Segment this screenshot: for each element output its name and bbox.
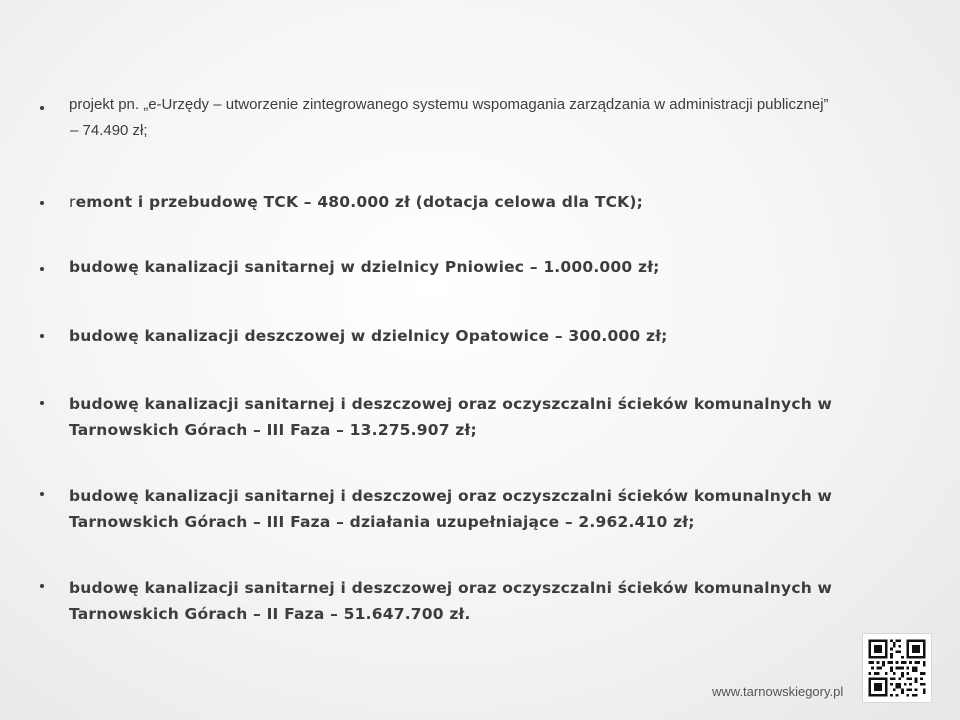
bullet-text-line1: projekt pn. „e-Urzędy – utworzenie zintegrowanego systemu wspomagania zarządzania w administracji publicznej” — [69, 96, 829, 113]
bullet-text-line2: Tarnowskich Górach – II Faza – 51.647.700 zł. — [69, 605, 471, 623]
bullet-text — [69, 323, 889, 349]
bullet-text-line2 — [70, 118, 899, 144]
bullet-text — [69, 575, 889, 627]
bullet-text-line1: budowę kanalizacji deszczowej w dzielnicy Opatowice – 300.000 zł; — [69, 327, 668, 345]
bullet-text-line1: emont i przebudowę TCK – 480.000 zł (dotacja celowa dla TCK); — [75, 193, 644, 211]
qr-code-icon — [862, 633, 932, 703]
bullet-icon — [40, 201, 44, 205]
website-link[interactable]: www.tarnowskiegory.pl — [712, 684, 844, 699]
bullet-text-line2: Tarnowskich Górach – III Faza – działania uzupełniające – 2.962.410 zł; — [69, 513, 695, 531]
bullet-text — [69, 391, 889, 443]
bullet-text-line1: budowę kanalizacji sanitarnej i deszczowej oraz oczyszczalni ścieków komunalnych w — [69, 395, 833, 413]
bullet-icon — [40, 584, 44, 588]
bullet-icon — [40, 334, 44, 338]
bullet-text-line2-value: – 74.490 zł; — [70, 122, 148, 139]
bullet-text-line2: Tarnowskich Górach – III Faza – 13.275.907 zł; — [69, 421, 477, 439]
bullet-text-line1: budowę kanalizacji sanitarnej w dzielnicy Pniowiec – 1.000.000 zł; — [69, 258, 660, 276]
bullet-text — [69, 254, 889, 280]
bullet-icon — [40, 492, 44, 496]
bullet-text-line1: budowę kanalizacji sanitarnej i deszczowej oraz oczyszczalni ścieków komunalnych w — [69, 579, 833, 597]
bullet-icon — [40, 267, 44, 271]
bullet-text — [69, 189, 889, 215]
bullet-text-prefix: r — [69, 193, 76, 211]
bullet-icon — [40, 106, 44, 110]
bullet-icon — [40, 401, 44, 405]
bullet-text — [69, 483, 889, 535]
bullet-text — [69, 92, 899, 144]
bullet-text-line1: budowę kanalizacji sanitarnej i deszczowej oraz oczyszczalni ścieków komunalnych w — [69, 487, 833, 505]
